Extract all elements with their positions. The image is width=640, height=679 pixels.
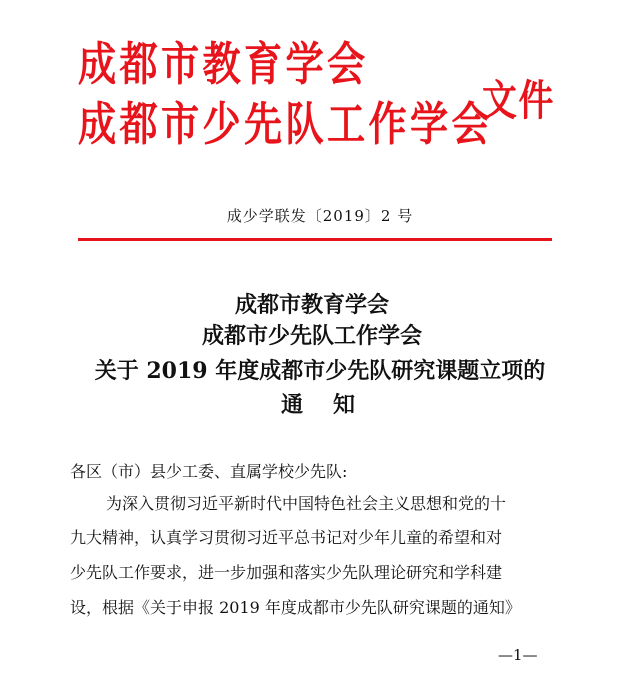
letterhead-org-2: 成都市少先队工作学会 [78, 97, 493, 151]
letterhead-doc-word: 文件 [482, 76, 556, 125]
title-line-3: 关于 2019 年度成都市少先队研究课题立项的 [94, 358, 546, 384]
red-letterhead [78, 30, 558, 170]
title-line-2: 成都市少先队工作学会 [201, 323, 422, 349]
document-number: 成少学联发〔2019〕2 号 [226, 207, 414, 225]
body-line-3: 少先队工作要求，进一步加强和落实少先队理论研究和学科建 [70, 563, 503, 582]
salutation: 各区（市）县少工委、直属学校少先队: [70, 462, 348, 481]
letterhead-org-1: 成都市教育学会 [78, 37, 369, 91]
title-line-1: 成都市教育学会 [234, 292, 389, 318]
body-line-1: 为深入贯彻习近平新时代中国特色社会主义思想和党的十 [106, 494, 507, 513]
body-line-4: 设，根据《关于申报 2019 年度成都市少先队研究课题的通知》 [70, 598, 521, 617]
title-line-4: 通 知 [280, 392, 359, 418]
red-divider-line [78, 238, 552, 241]
body-line-2: 九大精神，认真学习贯彻习近平总书记对少年儿童的希望和对 [70, 528, 503, 547]
page-number: —1— [498, 646, 538, 664]
